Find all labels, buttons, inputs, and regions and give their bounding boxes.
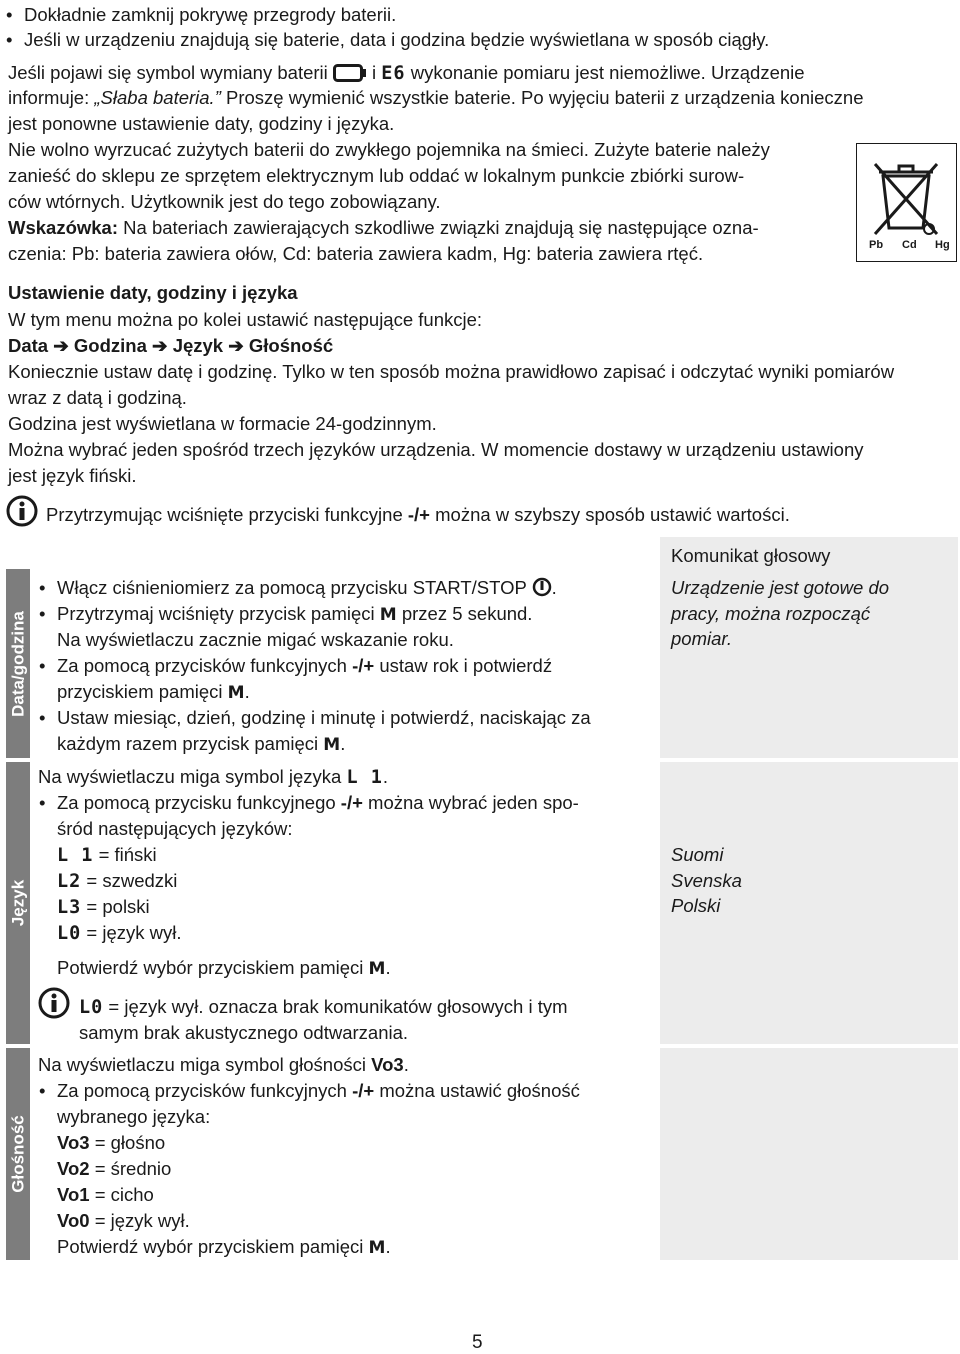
vol-option-2: Vo2 = średnio (57, 1158, 172, 1179)
error-code-e6: E6 (381, 63, 406, 84)
vol-step-1: • Za pomocą przycisków funkcyjnych -/+ można ustawić głośność (57, 1078, 580, 1104)
language-line-2: jest język fiński. (8, 465, 137, 486)
date-required-line-2: wraz z datą i godziną. (8, 387, 187, 408)
power-icon (532, 577, 552, 604)
bin-label-hg: Hg (935, 239, 950, 251)
vol-step-1-cont: wybranego języka: (57, 1106, 211, 1127)
lang-step-1: • Za pomocą przycisku funkcyjnego -/+ można wybrać jeden spo- (57, 790, 579, 816)
section-heading: Ustawienie daty, godziny i języka (8, 282, 298, 303)
menu-intro: W tym menu można po kolei ustawić następujące funkcje: (8, 309, 483, 330)
date-step-2-note: Na wyświetlaczu zacznie migać wskazanie roku. (57, 629, 454, 650)
battery-warning-line-2: informuje: „Słaba bateria.” Proszę wymienić wszystkie baterie. Po wyjęciu baterii z urządzenia konieczne (8, 87, 864, 108)
language-line-1: Można wybrać jeden spośród trzech języków urządzenia. W momencie dostawy w urządzeniu ustawiony (8, 439, 864, 460)
lang-step-1-cont: śród następujących języków: (57, 818, 293, 839)
voice-header: Komunikat głosowy (671, 545, 831, 566)
vol-intro: Na wyświetlaczu miga symbol głośności Vo3. (38, 1054, 409, 1075)
vol-confirm: Potwierdź wybór przyciskiem pamięci M. (57, 1234, 391, 1262)
lang-option-3: L3 = polski (57, 896, 150, 918)
memory-button-icon: M (379, 605, 397, 625)
date-step-3-cont: przyciskiem pamięci M. (57, 679, 250, 707)
bin-label-cd: Cd (902, 239, 917, 251)
disposal-line-1: Nie wolno wyrzucać zużytych baterii do zwykłego pojemnika na śmieci. Zużyte baterie należy (8, 139, 770, 160)
disposal-line-3: ców wtórnych. Użytkownik jest do tego zobowiązany. (8, 191, 441, 212)
lang-option-1: L 1 = fiński (57, 844, 157, 866)
sidebar-language: Język (6, 762, 30, 1044)
vol-option-1: Vo1 = cicho (57, 1184, 154, 1205)
memory-button-icon: M (323, 735, 341, 755)
date-step-2: • Przytrzymaj wciśnięty przycisk pamięci M przez 5 sekund. (57, 601, 532, 629)
memory-button-icon: M (227, 683, 245, 703)
lang-confirm: Potwierdź wybór przyciskiem pamięci M. (57, 955, 391, 983)
hint-line-2: czenia: Pb: bateria zawiera ołów, Cd: bateria zawiera kadm, Hg: bateria zawiera rtęć. (8, 243, 704, 264)
lang-note-1: L0 = język wył. oznacza brak komunikatów głosowych i tym (79, 996, 568, 1018)
disposal-line-2: zanieść do sklepu ze sprzętem elektrycznym lub oddać w lokalnym punkcie zbiórki surow- (8, 165, 745, 186)
page-number: 5 (472, 1332, 483, 1353)
arrow-right-icon: ➔ (53, 335, 69, 356)
bullet-batteries-display: • Jeśli w urządzeniu znajdują się baterie, data i godzina będzie wyświetlana w sposób ciągły. (24, 27, 769, 53)
voice-date: Urządzenie jest gotowe do pracy, można rozpocząć pomiar. (671, 577, 890, 649)
info-note: Przytrzymując wciśnięte przyciski funkcyjne -/+ można w szybszy sposób ustawić wartości. (46, 504, 790, 525)
reset-note: jest ponowne ustawienie daty, godziny i języka. (8, 113, 395, 134)
date-required-line-1: Koniecznie ustaw datę i godzinę. Tylko w ten sposób można prawidłowo zapisać i odczytać wyniki pomiarów (8, 361, 895, 382)
memory-button-icon: M (368, 959, 386, 979)
arrow-right-icon: ➔ (152, 335, 168, 356)
vol-option-3: Vo3 = głośno (57, 1132, 166, 1153)
info-icon (38, 987, 70, 1026)
menu-flow: Data ➔ Godzina ➔ Język ➔ Głośność (8, 335, 334, 356)
info-icon (6, 495, 38, 534)
date-step-4: • Ustaw miesiąc, dzień, godzinę i minutę i potwierdź, naciskając za (57, 705, 591, 731)
time-format: Godzina jest wyświetlana w formacie 24-godzinnym. (8, 413, 437, 434)
lang-intro: Na wyświetlaczu miga symbol języka L 1. (38, 766, 388, 788)
date-step-1: • Włącz ciśnieniomierz za pomocą przycisku START/STOP . (57, 575, 557, 604)
lang-option-0: L0 = język wył. (57, 922, 182, 944)
voice-lang: Suomi Svenska Polski (671, 844, 742, 916)
crossed-bin-icon (856, 143, 957, 262)
voice-cell-vol (660, 1048, 958, 1260)
bin-label-pb: Pb (869, 239, 884, 251)
vol-option-0: Vo0 = język wył. (57, 1210, 190, 1231)
lang-note-2: samym brak akustycznego odtwarzania. (79, 1022, 409, 1043)
bullet-close-cover: • Dokładnie zamknij pokrywę przegrody baterii. (24, 2, 396, 28)
hint-line-1: Wskazówka: Na bateriach zawierających szkodliwe związki znajdują się następujące ozna- (8, 217, 759, 238)
arrow-right-icon: ➔ (228, 335, 244, 356)
battery-warning-line: Jeśli pojawi się symbol wymiany baterii i E6 wykonanie pomiaru jest niemożliwe. Urządzenie (8, 60, 805, 89)
sidebar-volume: Głośność (6, 1048, 30, 1260)
sidebar-date: Data/godzina (6, 569, 30, 758)
lang-option-2: L2 = szwedzki (57, 870, 178, 892)
date-step-3: • Za pomocą przycisków funkcyjnych -/+ ustaw rok i potwierdź (57, 653, 552, 679)
date-step-4-cont: każdym razem przycisk pamięci M. (57, 731, 345, 759)
memory-button-icon: M (368, 1238, 386, 1258)
